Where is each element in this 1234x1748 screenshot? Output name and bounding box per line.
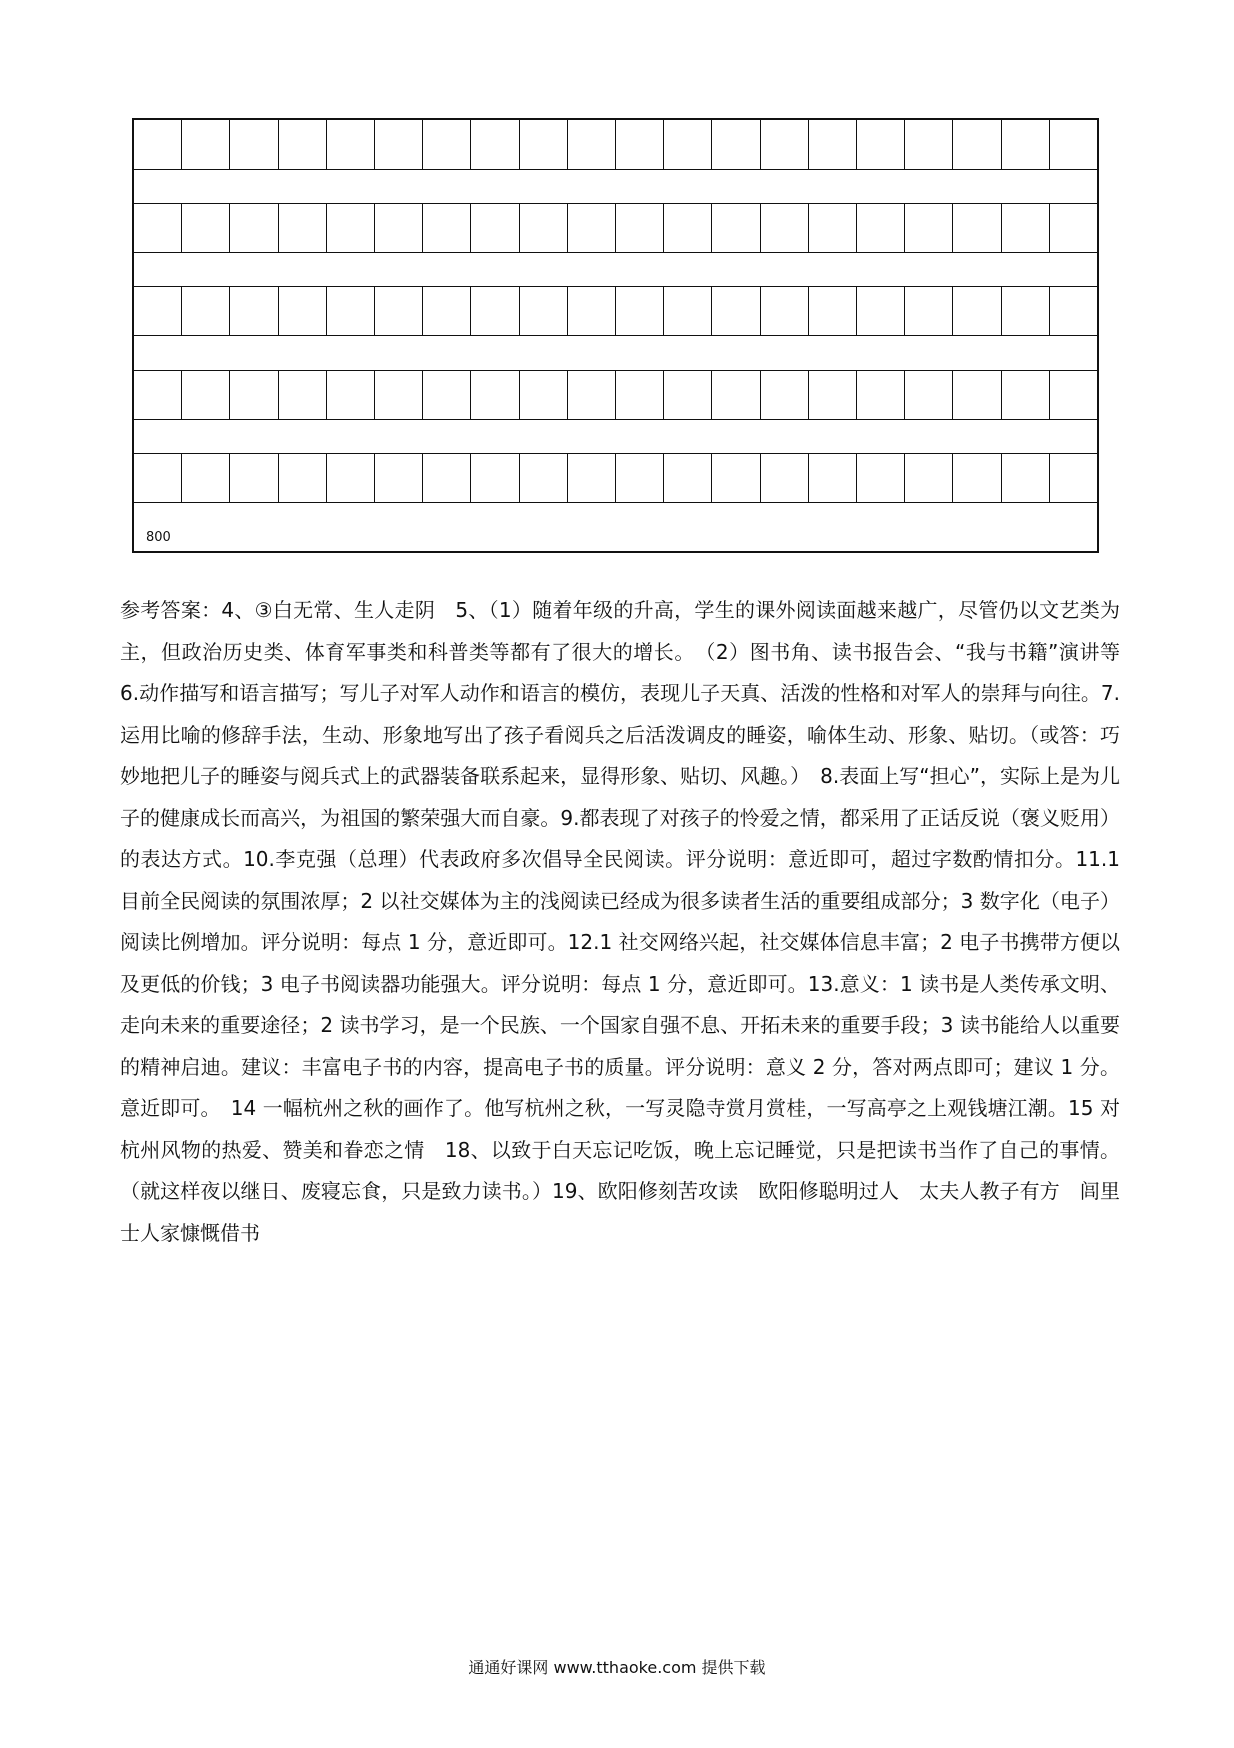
grid-row — [134, 203, 1097, 253]
grid-row — [134, 120, 1097, 170]
grid-cell — [567, 371, 615, 419]
grid-cell — [952, 120, 1000, 169]
grid-cell — [856, 287, 904, 335]
grid-cell — [229, 287, 277, 335]
grid-cell — [808, 287, 856, 335]
grid-cell — [856, 120, 904, 169]
grid-cell — [374, 371, 422, 419]
grid-cell — [567, 287, 615, 335]
reference-answers: 参考答案：4、③白无常、生人走阴 5、（1）随着年级的升高，学生的课外阅读面越来越广，尽管仍以文艺类为主，但政治历史类、体育军事类和科普类等都有了很大的增长。 （2）图书角、读书报告会、“我与书籍”演讲等 6.动作描写和语言描写；写儿子对军人动作和语言的模仿，表现儿子天真、活泼的性格和对军人的崇拜与向往。7.运用比喻的修辞手法，生动、形象地写出了孩子看阅兵之后活泼调皮的睡姿，喻体生动、形象、贴切。（或答：巧妙地把儿子的睡姿与阅兵式上的武器装备联系起来，显得形象、贴切、风趣。） 8.表面上写“担心”，实际上是为儿子的健康成长而高兴，为祖国的繁荣强大而自豪。9.都表现了对孩子的怜爱之情，都采用了正话反说（褒义贬用）的表达方式。10.李克强（总理）代表政府多次倡导全民阅读。评分说明：意近即可，超过字数酌情扣分。11.1 目前全民阅读的氛围浓厚；2 以社交媒体为主的浅阅读已经成为很多读者生活的重要组成部分；3 数字化（电子）阅读比例增加。评分说明：每点 1 分，意近即可。12.1 社交网络兴起，社交媒体信息丰富；2 电子书携带方便以及更低的价钱；3 电子书阅读器功能强大。评分说明：每点 1 分，意近即可。13.意义：1 读书是人类传承文明、走向未来的重要途径；2 读书学习，是一个民族、一个国家自强不息、开拓未来的重要手段；3 读书能给人以重要的精神启迪。建议：丰富电子书的内容，提高电子书的质量。评分说明：意义 2 分，答对两点即可；建议 1 分。意近即可。 14 一幅杭州之秋的画作了。他写杭州之秋，一写灵隐寺赏月赏桂，一写高亭之上观钱塘江潮。15 对杭州风物的热爱、赞美和眷恋之情 18、以致于白天忘记吃饭，晚上忘记睡觉，只是把读书当作了自己的事情。（就这样夜以继日、废寝忘食，只是致力读书。）19、欧阳修刻苦攻读 欧阳修聪明过人 太夫人教子有方 闾里士人家慷慨借书 — [120, 598, 1140, 1245]
grid-cell — [663, 204, 711, 252]
grid-cell — [663, 120, 711, 169]
grid-cell — [952, 454, 1000, 502]
grid-cell — [711, 454, 759, 502]
grid-cell — [422, 204, 470, 252]
grid-cell — [1049, 204, 1097, 252]
grid-cell — [326, 454, 374, 502]
grid-cell — [326, 287, 374, 335]
grid-cell — [808, 454, 856, 502]
grid-cell — [181, 120, 229, 169]
grid-cell — [229, 120, 277, 169]
grid-cell — [422, 371, 470, 419]
grid-cell — [374, 454, 422, 502]
grid-cell — [663, 371, 711, 419]
grid-cell — [760, 120, 808, 169]
grid-cell — [904, 204, 952, 252]
grid-cell — [711, 287, 759, 335]
grid-cell — [422, 120, 470, 169]
grid-cell — [229, 204, 277, 252]
grid-cell — [904, 371, 952, 419]
grid-cell — [519, 120, 567, 169]
grid-cell — [663, 287, 711, 335]
grid-cell — [615, 120, 663, 169]
grid-cell — [134, 287, 181, 335]
grid-cell — [711, 120, 759, 169]
grid-row — [134, 453, 1097, 503]
grid-cell — [760, 204, 808, 252]
grid-cell — [470, 204, 518, 252]
grid-cell — [808, 371, 856, 419]
grid-cell — [519, 287, 567, 335]
grid-row — [134, 370, 1097, 420]
grid-cell — [1001, 120, 1049, 169]
grid-cell — [1049, 287, 1097, 335]
grid-cell — [519, 371, 567, 419]
grid-cell — [422, 287, 470, 335]
grid-cell — [952, 204, 1000, 252]
grid-cell — [808, 120, 856, 169]
grid-cell — [374, 204, 422, 252]
grid-row — [134, 286, 1097, 336]
grid-cell — [856, 371, 904, 419]
grid-cell — [615, 204, 663, 252]
grid-cell — [760, 454, 808, 502]
grid-cell — [134, 204, 181, 252]
grid-cell — [567, 204, 615, 252]
composition-grid — [132, 118, 1099, 553]
grid-cell — [374, 287, 422, 335]
grid-cell — [615, 287, 663, 335]
grid-cell — [904, 454, 952, 502]
grid-cell — [134, 454, 181, 502]
grid-cell — [856, 204, 904, 252]
grid-cell — [374, 120, 422, 169]
grid-cell — [181, 454, 229, 502]
grid-cell — [470, 371, 518, 419]
grid-cell — [181, 371, 229, 419]
grid-cell — [1001, 287, 1049, 335]
grid-cell — [904, 287, 952, 335]
grid-cell — [278, 454, 326, 502]
grid-cell — [904, 120, 952, 169]
grid-cell — [952, 371, 1000, 419]
grid-cell — [856, 454, 904, 502]
grid-cell — [711, 371, 759, 419]
grid-cell — [952, 287, 1000, 335]
grid-cell — [134, 120, 181, 169]
grid-cell — [278, 120, 326, 169]
grid-cell — [181, 204, 229, 252]
grid-cell — [278, 204, 326, 252]
grid-cell — [519, 454, 567, 502]
grid-cell — [1049, 120, 1097, 169]
word-count-marker: 800 — [146, 530, 171, 545]
grid-cell — [1001, 454, 1049, 502]
grid-cell — [278, 287, 326, 335]
grid-cell — [663, 454, 711, 502]
grid-cell — [181, 287, 229, 335]
grid-cell — [615, 454, 663, 502]
grid-cell — [470, 120, 518, 169]
grid-cell — [1001, 371, 1049, 419]
grid-cell — [567, 454, 615, 502]
grid-cell — [134, 371, 181, 419]
grid-cell — [760, 287, 808, 335]
grid-cell — [1049, 371, 1097, 419]
grid-cell — [1049, 454, 1097, 502]
grid-cell — [1001, 204, 1049, 252]
grid-cell — [470, 287, 518, 335]
grid-cell — [422, 454, 470, 502]
grid-cell — [808, 204, 856, 252]
grid-cell — [711, 204, 759, 252]
grid-cell — [326, 204, 374, 252]
grid-cell — [229, 371, 277, 419]
grid-cell — [519, 204, 567, 252]
grid-cell — [326, 120, 374, 169]
grid-cell — [615, 371, 663, 419]
grid-cell — [567, 120, 615, 169]
grid-cell — [326, 371, 374, 419]
footer-text: 通通好课网 www.tthaoke.com 提供下载 — [468, 1658, 766, 1677]
grid-cell — [229, 454, 277, 502]
grid-cell — [278, 371, 326, 419]
grid-cell — [760, 371, 808, 419]
grid-cell — [470, 454, 518, 502]
